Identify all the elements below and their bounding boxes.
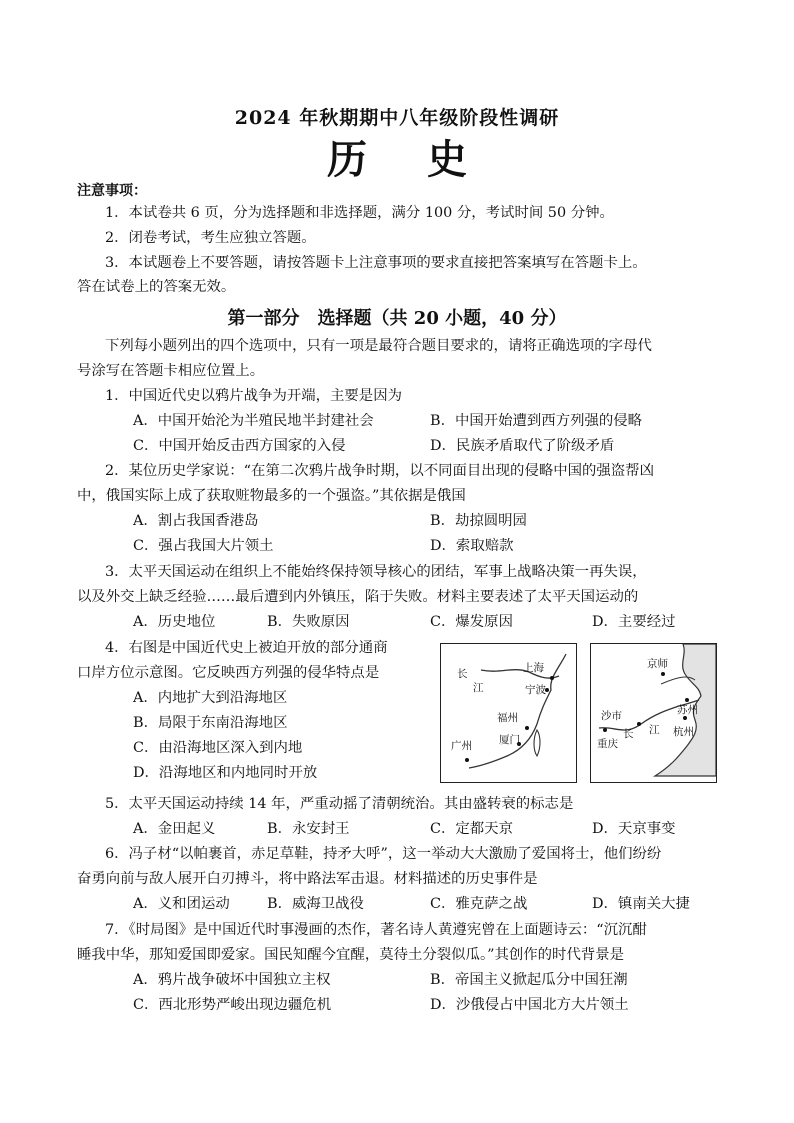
question-stem: 4．右图是中国近代史上被迫开放的部分通商	[105, 640, 388, 656]
option-a: A．鸦片战争破坏中国独立主权	[133, 972, 331, 988]
map-label: 厦门	[499, 734, 520, 746]
map-label: 江	[649, 724, 660, 736]
option-a: A．历史地位	[133, 614, 216, 630]
notice-item: 3．本试题卷上不要答题，请按答题卡上注意事项的要求直接把答案填写在答题卡上。	[105, 255, 647, 271]
option-b: B．失败原因	[267, 614, 350, 630]
option-b: B．威海卫战役	[267, 896, 364, 912]
option-c: C．中国开始反击西方国家的入侵	[133, 438, 346, 454]
exam-title: 2024 年秋期期中八年级阶段性调研	[234, 107, 560, 129]
option-b: B．永安封王	[267, 821, 350, 837]
option-a: A．义和团运动	[133, 896, 230, 912]
option-c: C．雅克萨之战	[430, 896, 528, 912]
map-label: 长	[457, 668, 468, 680]
option-c: C．定都天京	[430, 821, 513, 837]
question-stem: 奋勇向前与敌人展开白刃搏斗，将中路法军击退。材料描述的历史事件是	[77, 871, 538, 887]
section-instruction: 号涂写在答题卡相应位置上。	[77, 363, 265, 379]
notice-heading: 注意事项：	[77, 183, 147, 199]
option-a: A．内地扩大到沿海地区	[133, 690, 288, 706]
treaty-ports-map-inland	[590, 643, 717, 783]
option-b: B．中国开始遭到西方列强的侵略	[430, 413, 643, 429]
option-d: D．沙俄侵占中国北方大片领土	[430, 997, 629, 1013]
option-a: A．金田起义	[133, 821, 216, 837]
map-label: 京师	[647, 658, 668, 670]
question-stem: 7．《时局图》是中国近代时事漫画的杰作，著名诗人黄遵宪曾在上面题诗云：“沉沉酣	[105, 922, 647, 938]
option-d: D．沿海地区和内地同时开放	[133, 765, 318, 781]
treaty-ports-map-coastal	[440, 643, 577, 783]
option-d: D．索取赔款	[430, 538, 514, 554]
map-label: 重庆	[597, 738, 618, 750]
option-c: C．由沿海地区深入到内地	[133, 740, 303, 756]
map-label: 江	[473, 682, 484, 694]
section-title: 第一部分 选择题（共 20 小题，40 分）	[227, 308, 567, 329]
map-label: 杭州	[673, 726, 694, 738]
map-label: 福州	[497, 712, 518, 724]
subject-title: 历史	[327, 136, 527, 183]
question-stem: 3．太平天国运动在组织上不能始终保持领导核心的团结，军事上战略决策一再失误，	[105, 564, 647, 580]
option-b: B．帝国主义掀起瓜分中国狂潮	[430, 972, 628, 988]
notice-item: 2．闭卷考试，考生应独立答题。	[105, 230, 316, 246]
map-label: 广州	[451, 740, 472, 752]
notice-item: 答在试卷上的答案无效。	[77, 279, 236, 295]
option-a: A．中国开始沦为半殖民地半封建社会	[133, 413, 374, 429]
question-stem: 中，俄国实际上成了获取赃物最多的一个强盗。”其依据是俄国	[77, 488, 466, 504]
option-c: C．强占我国大片领土	[133, 538, 274, 554]
question-stem: 2．某位历史学家说：“在第二次鸦片战争时期，以不同面目出现的侵略中国的强盗帮凶	[105, 463, 654, 479]
option-c: C．西北形势严峻出现边疆危机	[133, 997, 332, 1013]
question-stem: 以及外交上缺乏经验……最后遭到内外镇压，陷于失败。材料主要表述了太平天国运动的	[77, 589, 639, 605]
option-c: C．爆发原因	[430, 614, 513, 630]
notice-item: 1．本试卷共 6 页，分为选择题和非选择题，满分 100 分，考试时间 50 分钟。	[105, 205, 614, 221]
option-d: D．民族矛盾取代了阶级矛盾	[430, 438, 615, 454]
question-stem: 6．冯子材“以帕裹首，赤足草鞋，持矛大呼”，这一举动大大激励了爱国将士，他们纷纷	[105, 846, 662, 862]
question-stem: 5．太平天国运动持续 14 年，严重动摇了清朝统治。其由盛转衰的标志是	[105, 796, 574, 812]
option-d: D．镇南关大捷	[592, 896, 690, 912]
question-stem: 1．中国近代史以鸦片战争为开端，主要是因为	[105, 388, 402, 404]
option-d: D．主要经过	[592, 614, 676, 630]
question-stem: 睡我中华，那知爱国即爱家。国民知醒今宜醒，莫待土分裂似瓜。”其创作的时代背景是	[77, 947, 625, 963]
option-a: A．割占我国香港岛	[133, 513, 259, 529]
map-label: 沙市	[601, 710, 622, 722]
map-label: 宁波	[525, 684, 546, 696]
option-b: B．局限于东南沿海地区	[133, 715, 288, 731]
map-label: 苏州	[677, 704, 698, 716]
section-instruction: 下列每小题列出的四个选项中，只有一项是最符合题目要求的，请将正确选项的字母代	[105, 338, 652, 354]
option-d: D．天京事变	[592, 821, 676, 837]
option-b: B．劫掠圆明园	[430, 513, 527, 529]
map-label: 长	[623, 728, 634, 740]
map-label: 上海	[523, 662, 544, 674]
question-stem: 口岸方位示意图。它反映西方列强的侵华特点是	[77, 665, 380, 681]
